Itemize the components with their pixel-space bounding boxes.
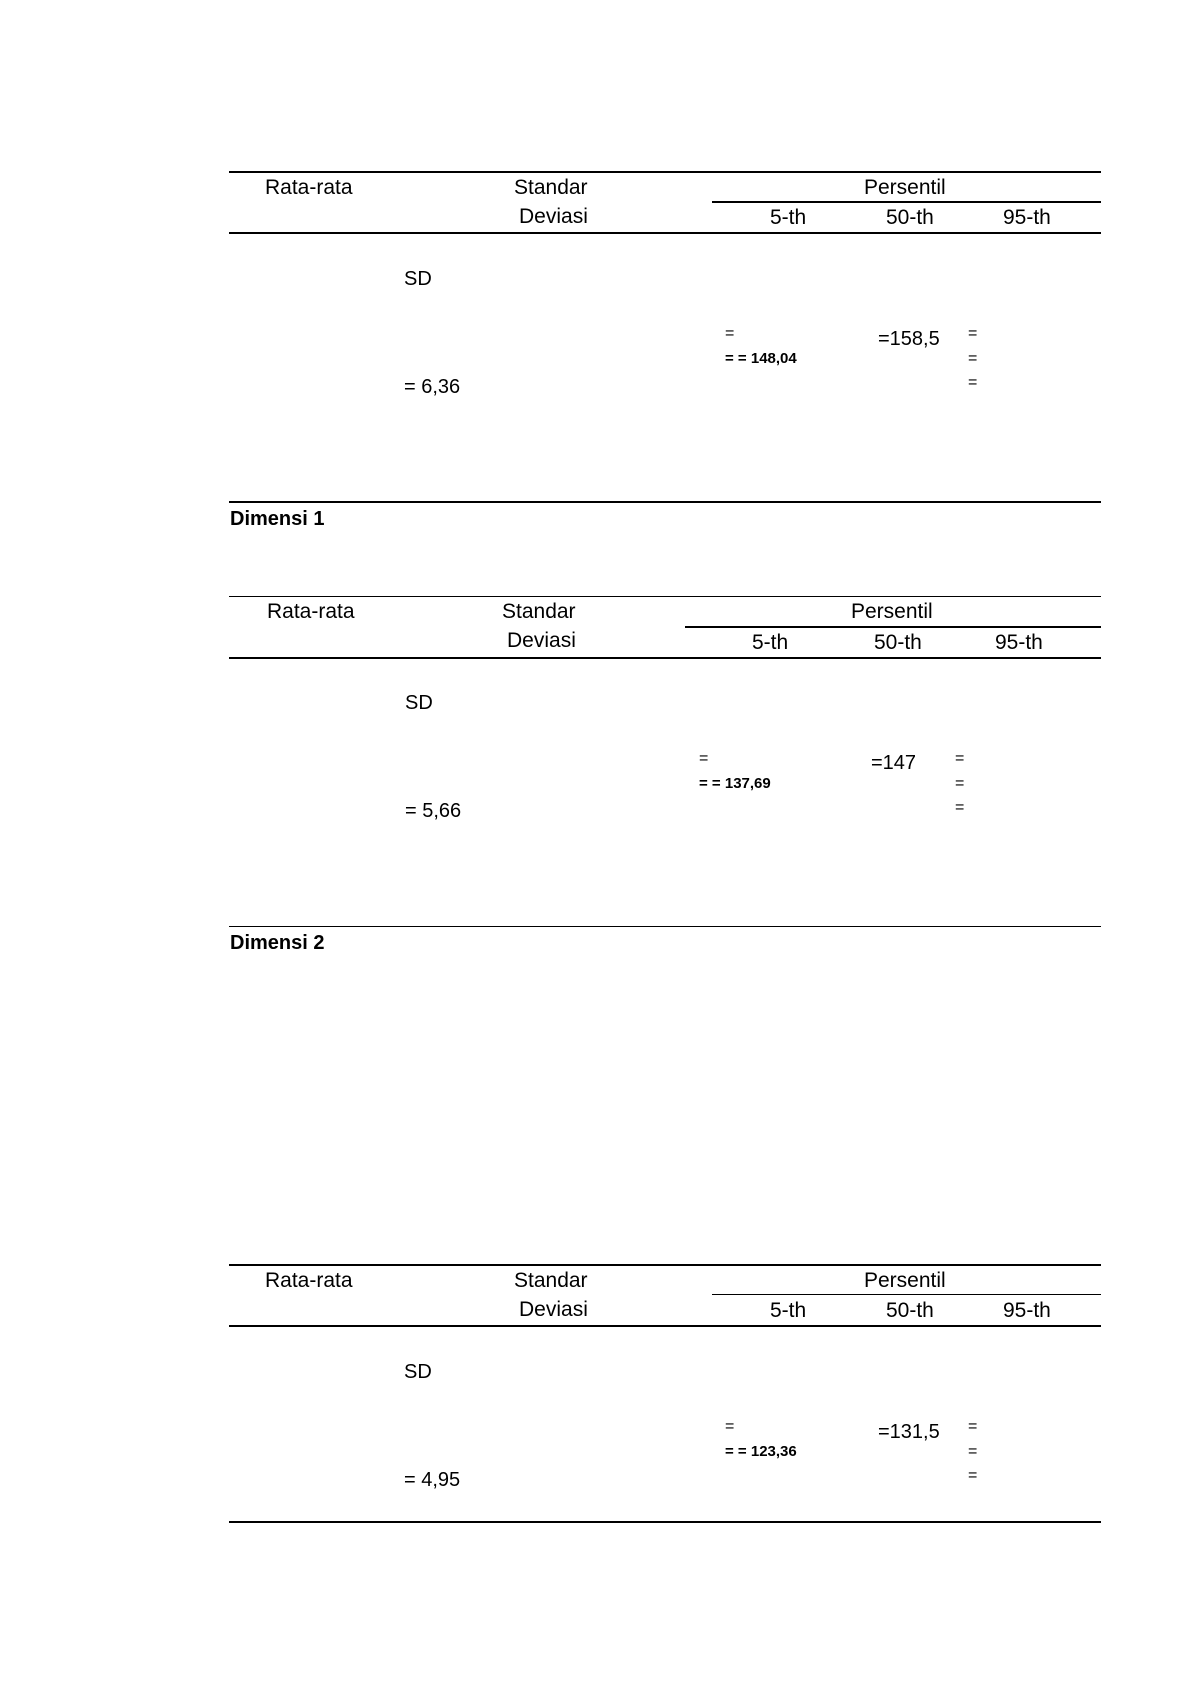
p95-eq-3: = — [968, 374, 978, 391]
header-bottom-rule — [229, 232, 1101, 234]
header-95th: 95-th — [995, 631, 1043, 654]
table-top-rule — [229, 171, 1101, 173]
header-rata-rata: Rata-rata — [265, 1269, 353, 1292]
p50-value: =147 — [871, 752, 917, 774]
p5-eq: = — [725, 1418, 735, 1435]
table-top-rule — [229, 596, 1101, 597]
header-50th: 50-th — [886, 1299, 934, 1322]
sd-value: = 5,66 — [405, 800, 462, 822]
persentil-underline — [712, 1294, 1101, 1295]
header-95th: 95-th — [1003, 206, 1051, 229]
caption-dimensi-1: Dimensi 1 — [230, 508, 325, 530]
sd-value: = 4,95 — [404, 1469, 461, 1491]
sd-label: SD — [404, 1361, 432, 1383]
table-bottom-rule — [229, 926, 1101, 927]
p5-value: = = 137,69 — [699, 775, 771, 792]
p95-eq-2: = — [968, 1443, 978, 1460]
sd-label: SD — [404, 268, 432, 290]
p95-eq-1: = — [968, 325, 978, 342]
table-top-rule — [229, 1264, 1101, 1266]
p50-value: =131,5 — [878, 1421, 940, 1443]
header-5th: 5-th — [752, 631, 789, 654]
p95-eq-3: = — [968, 1467, 978, 1484]
p50-value: =158,5 — [878, 328, 940, 350]
p95-eq-1: = — [955, 750, 965, 767]
p95-eq-1: = — [968, 1418, 978, 1435]
p5-value: = = 148,04 — [725, 350, 797, 367]
header-persentil: Persentil — [864, 176, 946, 199]
table-bottom-rule — [229, 1521, 1101, 1523]
header-persentil: Persentil — [864, 1269, 946, 1292]
table-bottom-rule — [229, 501, 1101, 503]
header-persentil: Persentil — [851, 600, 933, 623]
header-bottom-rule — [229, 1325, 1101, 1327]
header-rata-rata: Rata-rata — [265, 176, 353, 199]
header-50th: 50-th — [886, 206, 934, 229]
header-deviasi: Deviasi — [507, 629, 576, 652]
p5-eq: = — [725, 325, 735, 342]
p5-eq: = — [699, 750, 709, 767]
persentil-underline — [712, 201, 1101, 203]
header-standar: Standar — [514, 176, 588, 199]
sd-value: = 6,36 — [404, 376, 461, 398]
caption-dimensi-2: Dimensi 2 — [230, 932, 325, 954]
sd-label: SD — [405, 692, 433, 714]
persentil-underline — [685, 626, 1101, 628]
header-deviasi: Deviasi — [519, 1298, 588, 1321]
header-deviasi: Deviasi — [519, 205, 588, 228]
p95-eq-2: = — [968, 350, 978, 367]
header-5th: 5-th — [770, 206, 807, 229]
header-95th: 95-th — [1003, 1299, 1051, 1322]
p95-eq-3: = — [955, 799, 965, 816]
p95-eq-2: = — [955, 775, 965, 792]
header-standar: Standar — [514, 1269, 588, 1292]
p5-value: = = 123,36 — [725, 1443, 797, 1460]
header-standar: Standar — [502, 600, 576, 623]
header-50th: 50-th — [874, 631, 922, 654]
header-rata-rata: Rata-rata — [267, 600, 355, 623]
header-5th: 5-th — [770, 1299, 807, 1322]
header-bottom-rule — [229, 657, 1101, 659]
